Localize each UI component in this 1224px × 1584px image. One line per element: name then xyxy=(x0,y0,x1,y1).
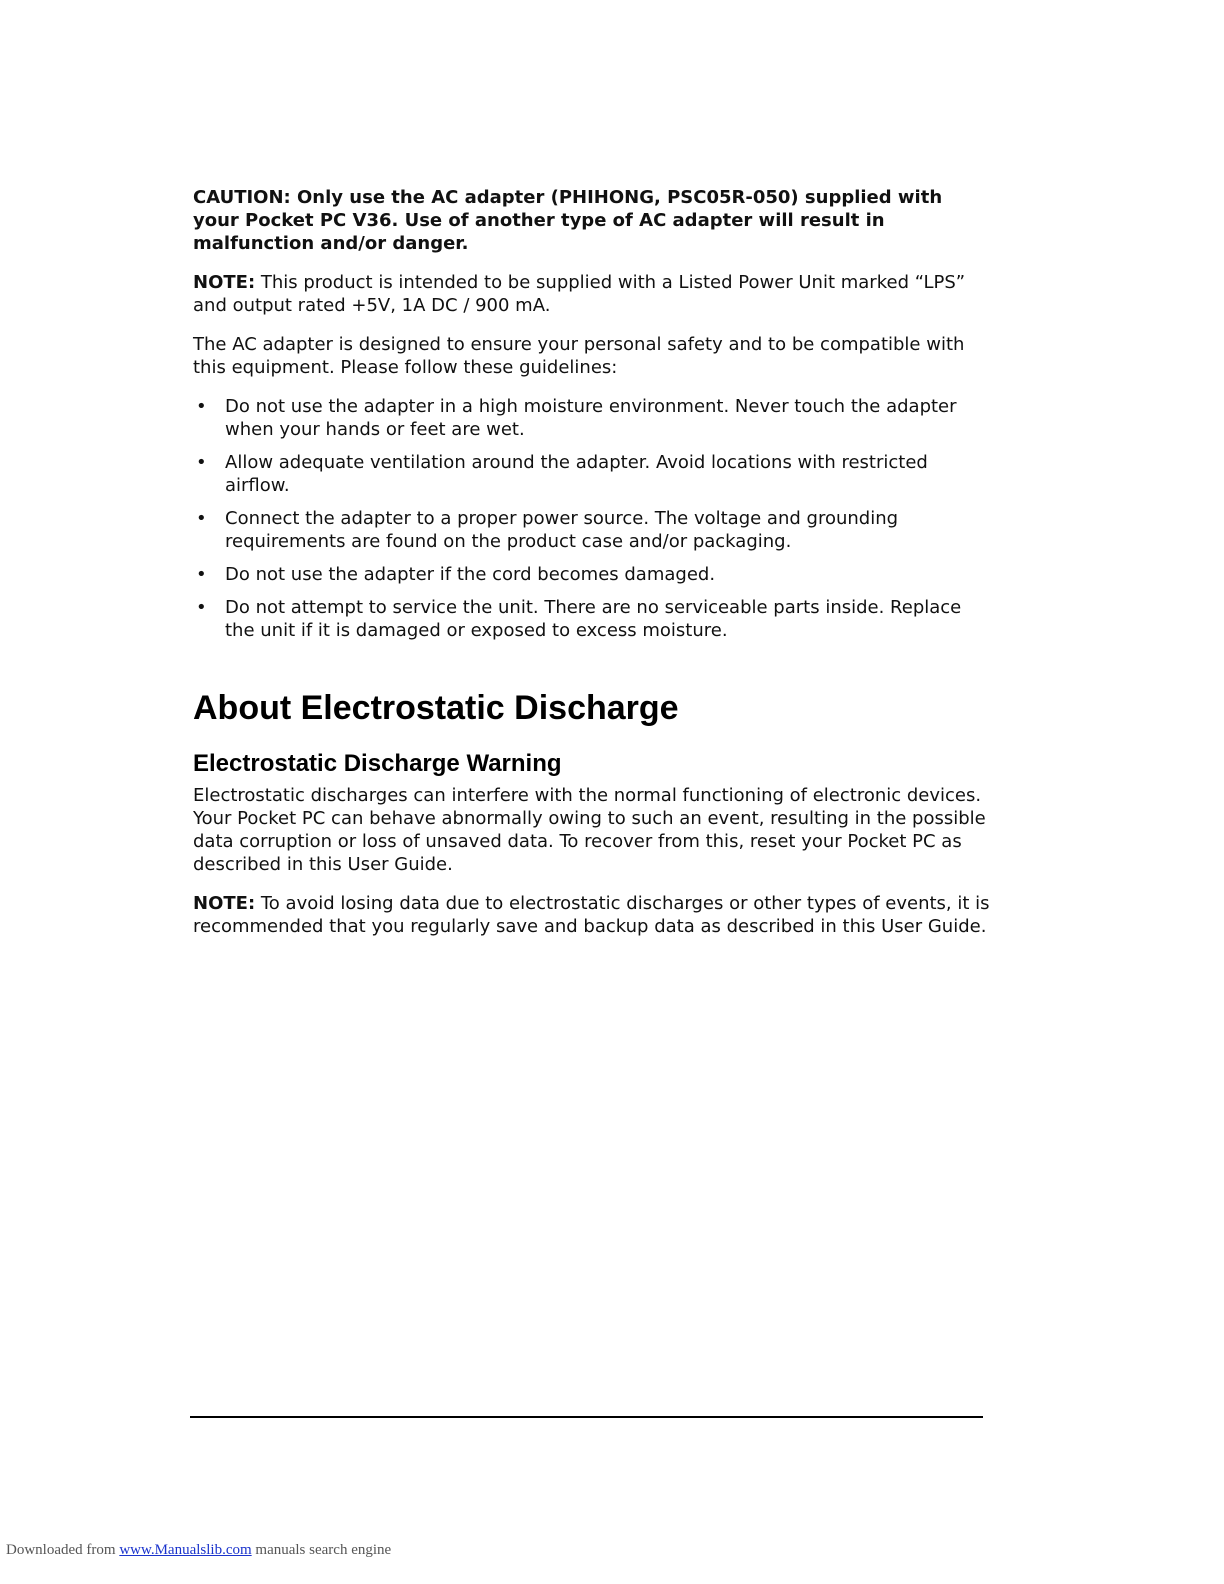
note-label: NOTE: xyxy=(193,272,256,293)
list-item xyxy=(193,507,993,553)
bullet-icon: • xyxy=(196,396,207,417)
list-item-text: Do not use the adapter if the cord becomes damaged. xyxy=(225,564,716,585)
list-item-text: Do not use the adapter in a high moisture environment. Never touch the adapter when your hands or feet are wet. xyxy=(225,396,957,440)
subsection-title: Electrostatic Discharge Warning xyxy=(193,750,562,777)
download-source-line xyxy=(6,1542,391,1559)
source-prefix: Downloaded from xyxy=(6,1542,120,1558)
bullet-icon: • xyxy=(196,452,207,473)
esd-note-paragraph xyxy=(193,892,993,938)
esd-note-text: To avoid losing data due to electrostatic discharges or other types of events, it is recommended that you regularly save and backup data as described in this User Guide. xyxy=(193,893,990,937)
list-item xyxy=(193,596,993,642)
note-paragraph xyxy=(193,271,993,317)
intro-paragraph: The AC adapter is designed to ensure your personal safety and to be compatible with this equipment. Please follow these guidelines: xyxy=(193,334,965,378)
list-item-text: Do not attempt to service the unit. There are no serviceable parts inside. Replace the unit if it is damaged or exposed to excess moisture. xyxy=(225,597,962,641)
list-item-text: Allow adequate ventilation around the adapter. Avoid locations with restricted airflow. xyxy=(225,452,928,496)
source-suffix: manuals search engine xyxy=(251,1542,392,1558)
esd-body-paragraph: Electrostatic discharges can interfere with the normal functioning of electronic devices. Your Pocket PC can behave abnormally owing to such an event, resulting in the possible data corruption or loss of unsaved data. To recover from this, reset your Pocket PC as described in this User Guide. xyxy=(193,785,986,875)
list-item xyxy=(193,451,993,497)
manualslib-link[interactable]: www.Manualslib.com xyxy=(119,1542,252,1558)
list-item xyxy=(193,395,993,441)
footer-divider xyxy=(190,1416,983,1418)
bullet-icon: • xyxy=(196,508,207,529)
bullet-icon: • xyxy=(196,597,207,618)
guidelines-list xyxy=(193,395,993,642)
caution-paragraph: CAUTION: Only use the AC adapter (PHIHONG, PSC05R-050) supplied with your Pocket PC V36. Use of another type of AC adapter will result in malfunction and/or danger. xyxy=(193,187,943,254)
section-title: About Electrostatic Discharge xyxy=(193,689,679,727)
page-content xyxy=(193,186,993,954)
note-text: This product is intended to be supplied with a Listed Power Unit marked “LPS” and output rated +5V, 1A DC / 900 mA. xyxy=(193,272,966,316)
list-item xyxy=(193,563,993,586)
list-item-text: Connect the adapter to a proper power source. The voltage and grounding requirements are found on the product case and/or packaging. xyxy=(225,508,899,552)
bullet-icon: • xyxy=(196,564,207,585)
esd-note-label: NOTE: xyxy=(193,893,256,914)
